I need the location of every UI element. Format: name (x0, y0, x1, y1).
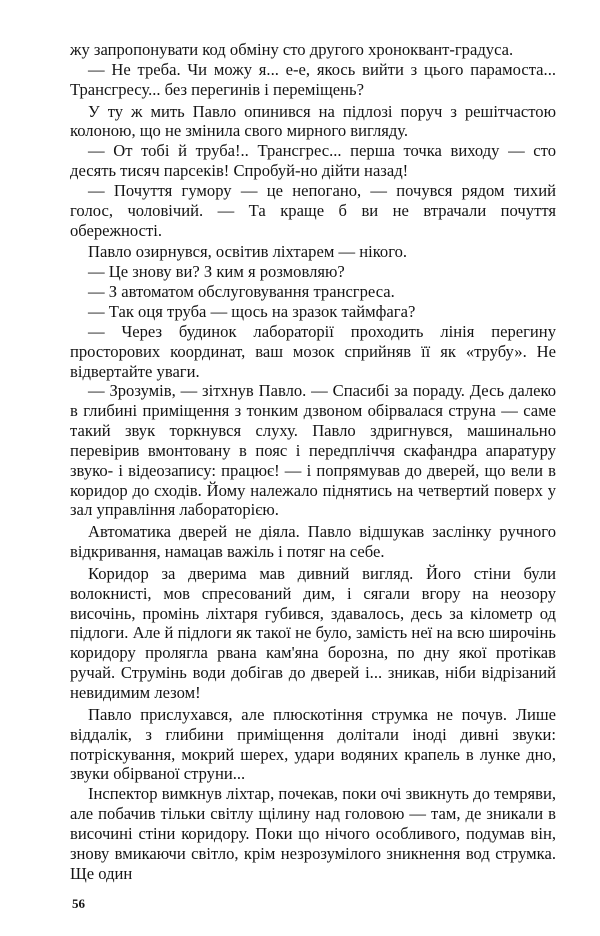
paragraph: — Так оця труба — щось на зразок таймфага? (88, 301, 416, 321)
paragraph: — Через будинок лабораторії проходить лінія перегину просторових координат, ваш мозок сприйняв її як «трубу». Не відвертайте уваги. (70, 321, 556, 381)
paragraph: жу запропонувати код обміну сто другого хроноквант-градуса. (70, 40, 514, 59)
page-number: 56 (72, 896, 85, 911)
paragraph: У ту ж мить Павло опинився на підлозі поруч з решітчастою колоною, що не змінила свого мирного вигляду. (70, 101, 556, 141)
paragraph: — Це знову ви? З ким я розмовляю? (88, 262, 345, 282)
paragraph: Автоматика дверей не діяла. Павло відшукав заслінку ручного відкривання, намацав важіль і потяг на себе. (70, 522, 556, 562)
paragraph: Павло озирнувся, освітив ліхтарем — нікого. (88, 242, 408, 262)
paragraph: Коридор за дверима мав дивний вигляд. Його стіни були волокнисті, мов спресований дим, і сягали вгору на неозору височінь, промінь ліхтаря губився, здавалось, десь за кілометр од підлоги. Але й підлоги як такої не було, замість неї на всю широчінь коридору пролягла рвана кам'яна борозна, по дну якої протікав ручай. Струмінь води добігав до дверей і... зникав, ніби відрізаний невидимим лезом! (70, 563, 556, 702)
paragraph: Павло прислухався, але плюскотіння струмка не почув. Лише віддалік, з глибини приміщення долітали іноді дивні звуки: потріскування, мокрий шерех, удари водяних крапель в лунке дно, звуки обірваної струни... (70, 704, 556, 784)
paragraph: — Почуття гумору — це непогано, — почувся рядом тихий голос, чоловічий. — Та краще б ви не втрачали почуття обережності. (70, 180, 556, 240)
paragraph: — От тобі й труба!.. Трансгрес... перша точка виходу — сто десять тисяч парсеків! Спробуй-но дійти назад! (70, 141, 556, 181)
paragraph: — Зрозумів, — зітхнув Павло. — Спасибі за пораду. Десь далеко в глибині приміщення з тонким дзвоном обірвалася струна — саме такий звук торкнувся слуху. Павло здригнувся, машинально перевірив вмонтовану в пояс і передпліччя скафандра апаратуру звуко- і відеозапису: працює! — і попрямував до дверей, що вели в коридор до сходів. Йому належало піднятись на четвертий поверх у зал управління лабораторією. (70, 381, 556, 520)
paragraph: Інспектор вимкнув ліхтар, почекав, поки очі звикнуть до темряви, але побачив тільки світлу щілину над головою — там, де зникали в височині стіни коридору. Поки що нічого особливого, подумав він, знову вмикаючи світло, крім незрозумілого зникнення вод струмка. Ще один (70, 784, 556, 883)
page-text (70, 40, 556, 883)
paragraph: — Не треба. Чи можу я... е-е, якось вийти з цього парамоста... Трансгресу... без перегинів і переміщень? (70, 59, 556, 99)
paragraph: — З автоматом обслуговування трансгреса. (88, 282, 395, 302)
